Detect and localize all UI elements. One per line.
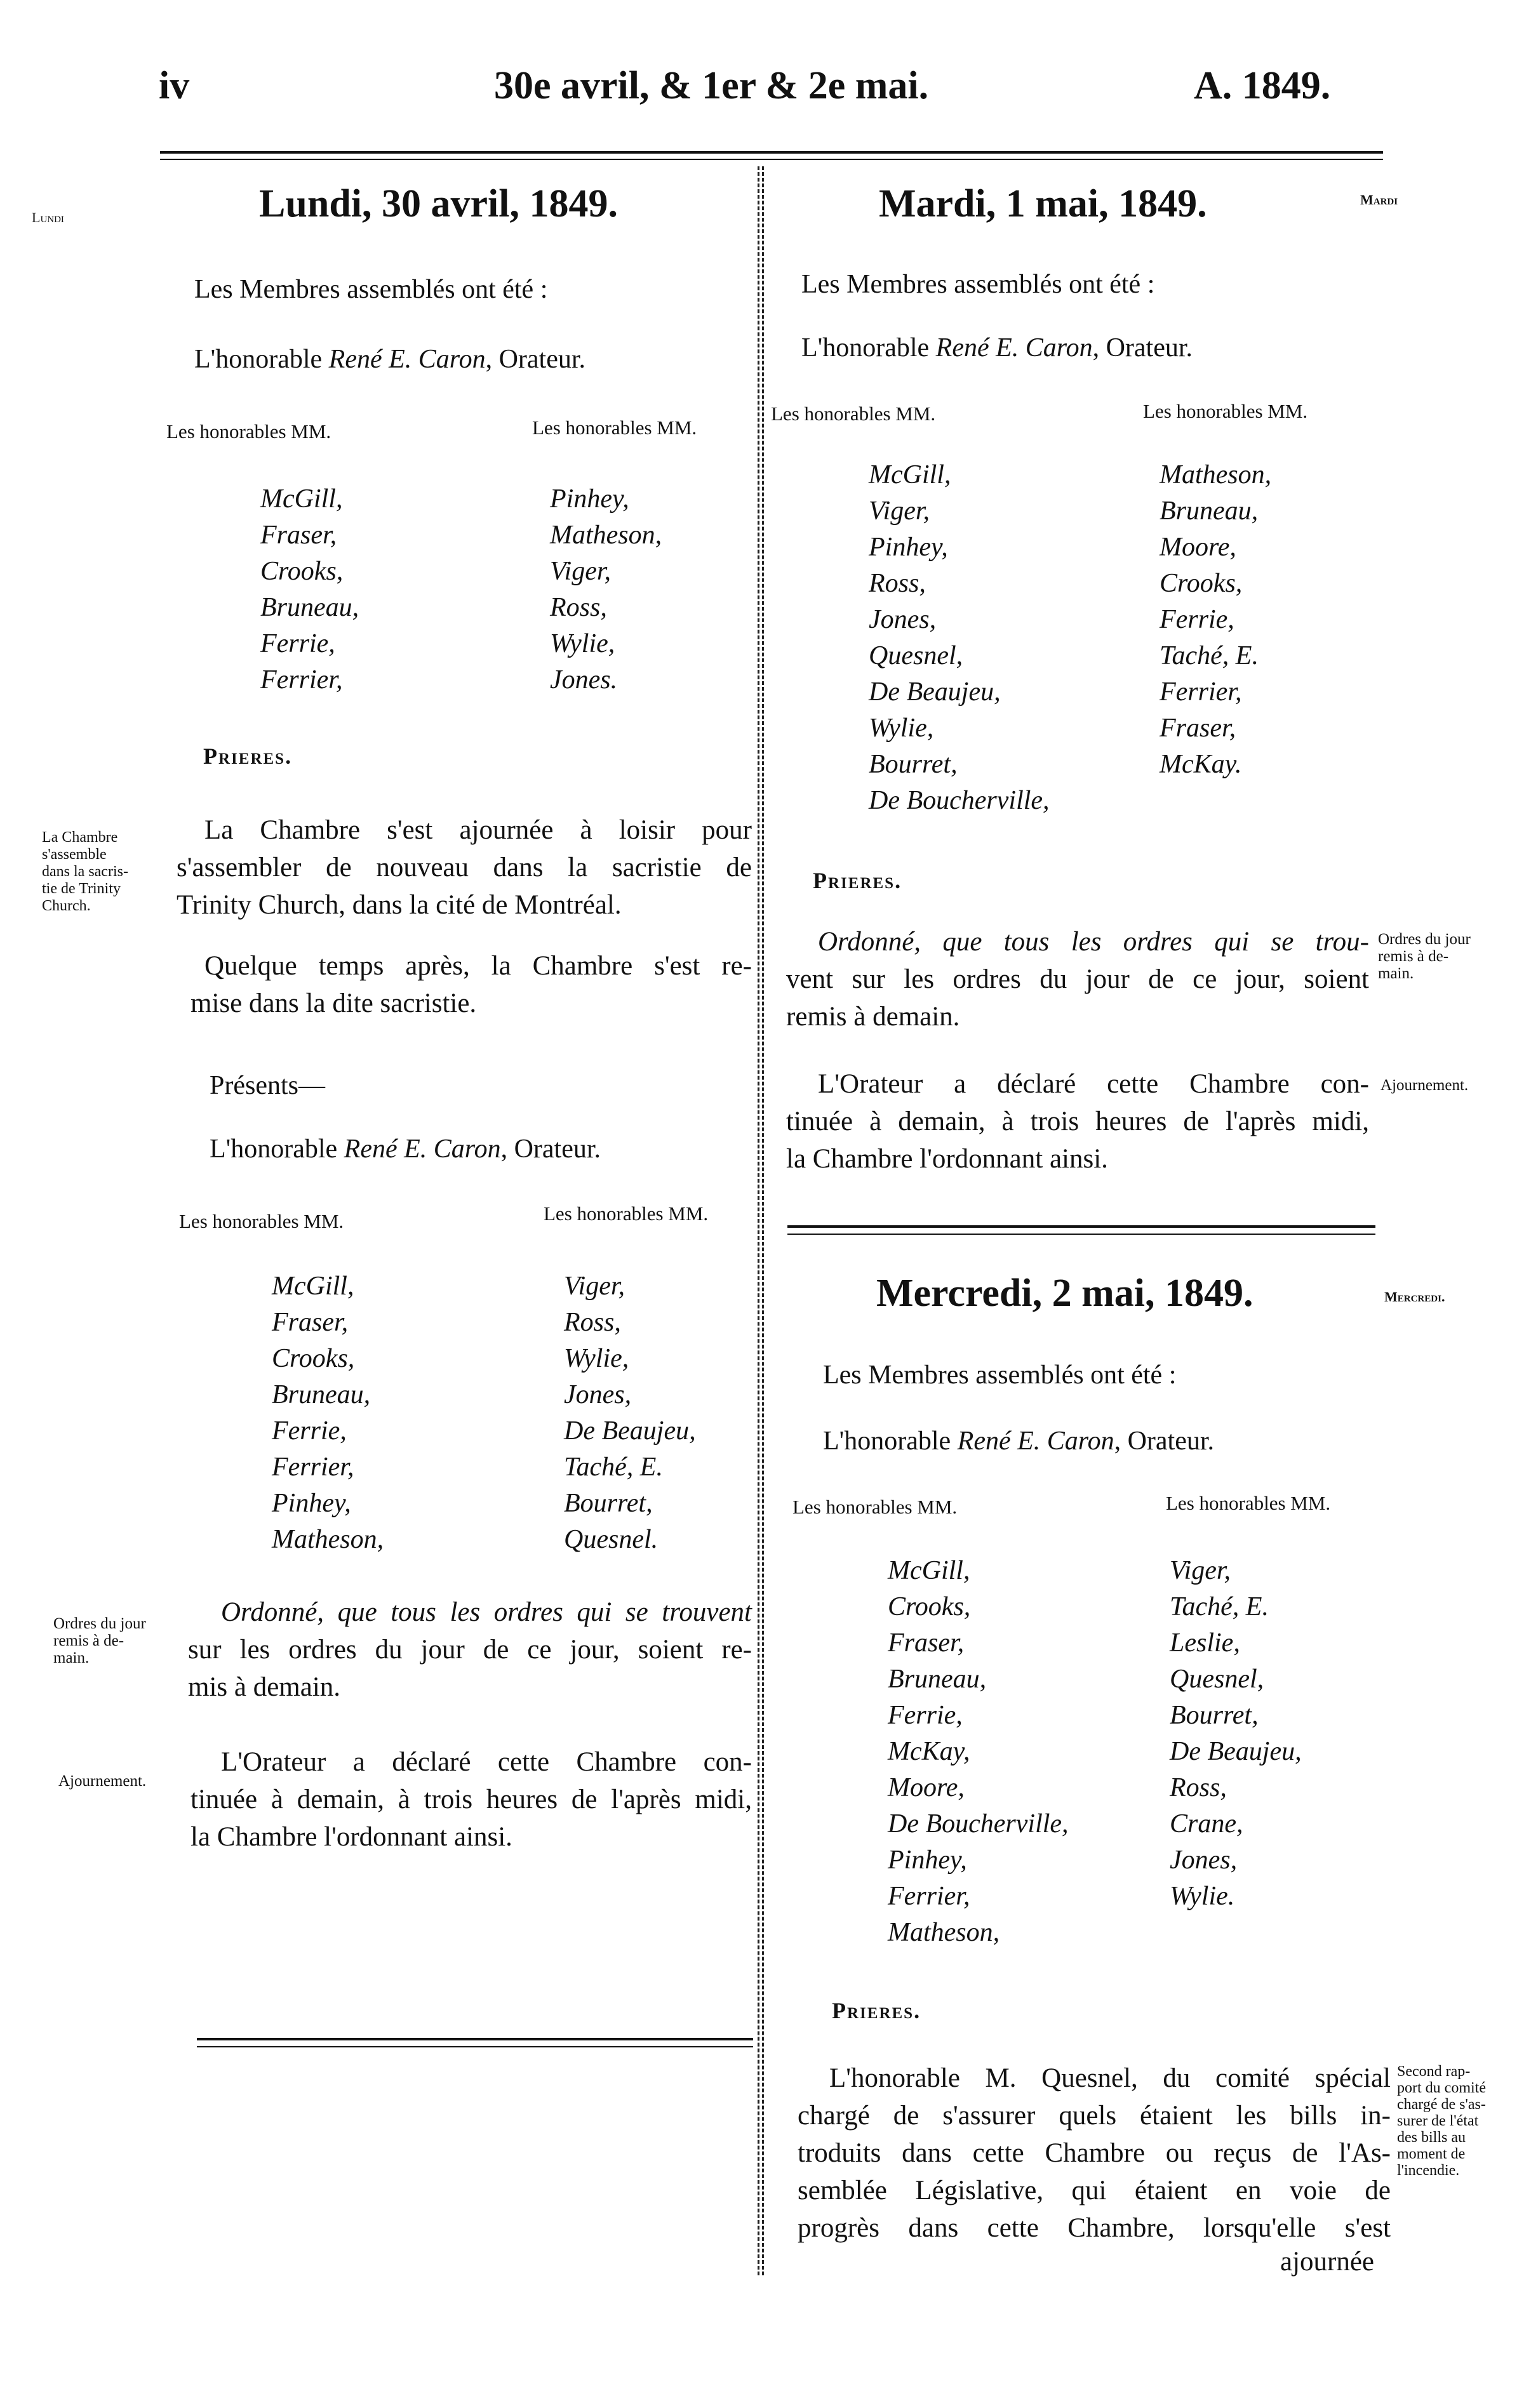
margin-line: remis à de- — [1378, 948, 1449, 965]
member-name: Ross, — [550, 593, 607, 622]
member-name: Bruneau, — [1160, 496, 1259, 526]
member-name: McGill, — [888, 1556, 970, 1585]
monday-presents: Présents— — [210, 1071, 325, 1100]
member-name: Matheson, — [272, 1525, 384, 1554]
margin-note-ordres-right — [1378, 931, 1505, 982]
monday-para-chambre — [177, 811, 752, 924]
margin-line: Ordres du jour — [1378, 931, 1471, 948]
member-name: Pinhey, — [272, 1489, 351, 1518]
tuesday-speaker — [801, 333, 1193, 363]
member-name: Wylie, — [869, 714, 934, 743]
monday-prieres: Prieres. — [203, 743, 293, 769]
page-number: iv — [159, 64, 190, 107]
wednesday-title: Mercredi, 2 mai, 1849. — [876, 1272, 1254, 1315]
member-name: Crooks, — [260, 557, 344, 586]
member-name: Fraser, — [260, 521, 337, 550]
speaker-name: René E. Caron — [935, 333, 1093, 363]
para-line: Ordonné, que tous les ordres qui se trou- — [818, 927, 1369, 957]
member-name: McKay. — [1160, 750, 1242, 779]
member-name: Bourret, — [1170, 1701, 1259, 1730]
member-name: Ross, — [869, 569, 926, 598]
speaker-name: René E. Caron — [957, 1427, 1114, 1456]
member-name: Bourret, — [564, 1489, 653, 1518]
margin-line: moment de — [1397, 2146, 1466, 2162]
para-line: Quelque temps après, la Chambre s'est re- — [204, 951, 752, 981]
margin-line: Church. — [42, 898, 91, 914]
member-name: Crooks, — [272, 1344, 355, 1373]
para-line: mise dans la dite sacristie. — [191, 988, 477, 1018]
para-line: L'Orateur a déclaré cette Chambre con- — [221, 1747, 752, 1777]
monday-title: Lundi, 30 avril, 1849. — [259, 182, 618, 225]
member-name: Crooks, — [1160, 569, 1243, 598]
tuesday-assembled: Les Membres assemblés ont été : — [801, 270, 1155, 299]
para-line: tinuée à demain, à trois heures de l'après midi, — [191, 1785, 752, 1814]
para-line: semblée Législative, qui étaient en voie de — [798, 2176, 1391, 2205]
para-line: la Chambre l'ordonnant ainsi. — [786, 1144, 1108, 1174]
member-name: Pinhey, — [550, 484, 629, 514]
member-name: Ferrie, — [272, 1416, 347, 1446]
wednesday-assembled: Les Membres assemblés ont été : — [823, 1360, 1177, 1390]
speaker-prefix: L'honorable — [801, 333, 936, 363]
monday-para-sacristie — [191, 947, 752, 1022]
para-line: Trinity Church, dans la cité de Montréal. — [177, 890, 622, 920]
para-line: sur les ordres du jour de ce jour, soient re- — [188, 1635, 752, 1665]
member-name: Taché, E. — [1160, 641, 1259, 670]
margin-note-ajournement-left: Ajournement. — [58, 1773, 147, 1790]
member-name: De Boucherville, — [888, 1809, 1069, 1839]
margin-line: des bills au — [1397, 2129, 1466, 2146]
para-line: troduits dans cette Chambre ou reçus de l'As- — [798, 2138, 1391, 2168]
speaker-suffix: , Orateur. — [1114, 1427, 1215, 1456]
margin-note-ajournement-right: Ajournement. — [1381, 1077, 1469, 1094]
member-name: Wylie. — [1170, 1882, 1235, 1911]
wednesday-members-left — [888, 1553, 1069, 1951]
member-name: Ross, — [1170, 1773, 1227, 1802]
wednesday-members-right — [1170, 1553, 1302, 1915]
tuesday-ordonne — [786, 923, 1369, 1035]
speaker-prefix: L'honorable — [823, 1427, 958, 1456]
margin-note-ordres-left — [53, 1615, 180, 1666]
margin-line: tie de Trinity — [42, 881, 121, 897]
member-name: Pinhey, — [869, 533, 948, 562]
monday-speaker-2 — [210, 1134, 601, 1164]
wednesday-col-head-left: Les honorables MM. — [792, 1496, 958, 1518]
para-line: la Chambre l'ordonnant ainsi. — [191, 1822, 512, 1852]
member-name: Wylie, — [550, 629, 615, 658]
monday-ordonne — [188, 1593, 752, 1706]
margin-day-wednesday: Mercredi. — [1384, 1289, 1445, 1305]
member-name: Ferrie, — [888, 1701, 963, 1730]
member-name: Moore, — [1160, 533, 1236, 562]
member-name: Crane, — [1170, 1809, 1243, 1839]
para-line: s'assembler de nouveau dans la sacristie de — [177, 853, 752, 882]
member-name: De Beaujeu, — [869, 677, 1001, 707]
tuesday-prieres: Prieres. — [813, 868, 902, 893]
margin-line: remis à de- — [53, 1632, 124, 1649]
member-name: Quesnel, — [1170, 1665, 1264, 1694]
member-name: Ferrier, — [1160, 677, 1242, 707]
margin-line: main. — [1378, 965, 1414, 982]
monday-assembled: Les Membres assemblés ont été : — [194, 275, 548, 304]
member-name: Fraser, — [272, 1308, 349, 1337]
margin-line: main. — [53, 1649, 90, 1666]
wednesday-prieres: Prieres. — [832, 1998, 921, 2023]
member-name: Ferrie, — [1160, 605, 1234, 634]
margin-line: chargé de s'as- — [1397, 2096, 1486, 2113]
member-name: McGill, — [260, 484, 343, 514]
monday-members-right — [550, 481, 662, 698]
margin-line: l'incendie. — [1397, 2162, 1460, 2179]
tuesday-end-rule — [787, 1225, 1375, 1228]
member-name: Bourret, — [869, 750, 958, 779]
member-name: Ferrier, — [260, 665, 343, 695]
monday-members-left — [260, 481, 359, 698]
tuesday-members-left — [869, 457, 1050, 819]
page-year: A. 1849. — [1194, 64, 1331, 107]
para-line: chargé de s'assurer quels étaient les bills in- — [798, 2101, 1391, 2131]
para-line: tinuée à demain, à trois heures de l'après midi, — [786, 1107, 1369, 1136]
tuesday-col-head-right: Les honorables MM. — [1143, 400, 1308, 422]
member-name: Ferrier, — [272, 1453, 354, 1482]
para-line: mis à demain. — [188, 1672, 341, 1702]
margin-line: Ordres du jour — [53, 1615, 146, 1632]
monday-col-head-right: Les honorables MM. — [532, 416, 697, 439]
member-name: Jones. — [550, 665, 618, 695]
monday-end-rule-thin — [197, 2046, 753, 2047]
tuesday-orateur — [786, 1065, 1369, 1178]
speaker-prefix: L'honorable — [194, 345, 329, 374]
tuesday-end-rule-thin — [787, 1234, 1375, 1235]
header-rule — [160, 151, 1383, 154]
member-name: Matheson, — [888, 1918, 1000, 1947]
member-name: McKay, — [888, 1737, 970, 1766]
member-name: Matheson, — [550, 521, 662, 550]
speaker-name: René E. Caron — [344, 1134, 501, 1164]
member-name: Leslie, — [1170, 1628, 1240, 1658]
margin-day-tuesday: Mardi — [1360, 192, 1398, 208]
member-name: Bruneau, — [272, 1380, 371, 1409]
para-line: La Chambre s'est ajournée à loisir pour — [204, 815, 752, 845]
speaker-name: René E. Caron — [328, 345, 486, 374]
column-divider — [758, 166, 759, 2275]
member-name: Viger, — [1170, 1556, 1231, 1585]
member-name: McGill, — [272, 1272, 354, 1301]
para-line: L'honorable M. Quesnel, du comité spécial — [829, 2063, 1391, 2093]
member-name: Jones, — [869, 605, 937, 634]
margin-note-rapport — [1397, 2063, 1530, 2179]
member-name: Ross, — [564, 1308, 621, 1337]
para-line: vent sur les ordres du jour de ce jour, soient — [786, 964, 1369, 994]
member-name: Ferrier, — [888, 1882, 970, 1911]
member-name: Quesnel. — [564, 1525, 659, 1554]
monday-col2-head-right: Les honorables MM. — [544, 1202, 709, 1225]
member-name: Viger, — [550, 557, 612, 586]
monday-speaker — [194, 344, 585, 375]
monday-col2-head-left: Les honorables MM. — [179, 1210, 344, 1232]
member-name: McGill, — [869, 460, 951, 489]
speaker-prefix: L'honorable — [210, 1134, 344, 1164]
monday-end-rule — [197, 2038, 753, 2040]
monday-members2-left — [272, 1268, 384, 1558]
member-name: Crooks, — [888, 1592, 971, 1621]
catchword: ajournée — [1280, 2247, 1375, 2277]
member-name: Fraser, — [888, 1628, 965, 1658]
wednesday-col-head-right: Les honorables MM. — [1166, 1492, 1331, 1514]
para-line: L'Orateur a déclaré cette Chambre con- — [818, 1069, 1369, 1099]
member-name: Fraser, — [1160, 714, 1236, 743]
margin-note-chambre — [42, 829, 169, 915]
member-name: De Beaujeu, — [1170, 1737, 1302, 1766]
speaker-suffix: , Orateur. — [500, 1134, 601, 1164]
member-name: Taché, E. — [564, 1453, 663, 1482]
header-rule-thin — [160, 159, 1383, 160]
tuesday-title: Mardi, 1 mai, 1849. — [879, 182, 1207, 225]
member-name: De Beaujeu, — [564, 1416, 696, 1446]
member-name: Ferrie, — [260, 629, 335, 658]
member-name: Viger, — [564, 1272, 625, 1301]
margin-line: s'assemble — [42, 846, 107, 863]
para-line: Ordonné, que tous les ordres qui se trouvent — [221, 1597, 752, 1627]
tuesday-col-head-left: Les honorables MM. — [771, 402, 936, 425]
member-name: Moore, — [888, 1773, 965, 1802]
margin-line: La Chambre — [42, 829, 118, 846]
member-name: Jones, — [564, 1380, 632, 1409]
tuesday-members-right — [1160, 457, 1271, 783]
margin-line: Second rap- — [1397, 2063, 1471, 2080]
monday-orateur — [191, 1743, 752, 1856]
column-divider-2 — [762, 166, 764, 2275]
para-line: remis à demain. — [786, 1002, 960, 1032]
member-name: Jones, — [1170, 1846, 1238, 1875]
para-line: progrès dans cette Chambre, lorsqu'elle s'est — [798, 2213, 1391, 2243]
monday-col-head-left: Les honorables MM. — [166, 420, 331, 442]
member-name: De Boucherville, — [869, 786, 1050, 815]
margin-day-monday: Lundi — [32, 210, 64, 225]
member-name: Matheson, — [1160, 460, 1272, 489]
speaker-suffix: , Orateur. — [1092, 333, 1193, 363]
member-name: Quesnel, — [869, 641, 963, 670]
margin-line: port du comité — [1397, 2080, 1486, 2096]
wednesday-speaker — [823, 1426, 1214, 1456]
margin-line: surer de l'état — [1397, 2113, 1479, 2129]
member-name: Bruneau, — [888, 1665, 987, 1694]
margin-line: dans la sacris- — [42, 863, 128, 880]
member-name: Viger, — [869, 496, 930, 526]
monday-members2-right — [564, 1268, 696, 1558]
member-name: Bruneau, — [260, 593, 359, 622]
page-dates: 30e avril, & 1er & 2e mai. — [494, 64, 929, 107]
wednesday-rapport — [798, 2059, 1391, 2247]
member-name: Taché, E. — [1170, 1592, 1269, 1621]
speaker-suffix: , Orateur. — [485, 345, 586, 374]
member-name: Wylie, — [564, 1344, 629, 1373]
member-name: Pinhey, — [888, 1846, 967, 1875]
